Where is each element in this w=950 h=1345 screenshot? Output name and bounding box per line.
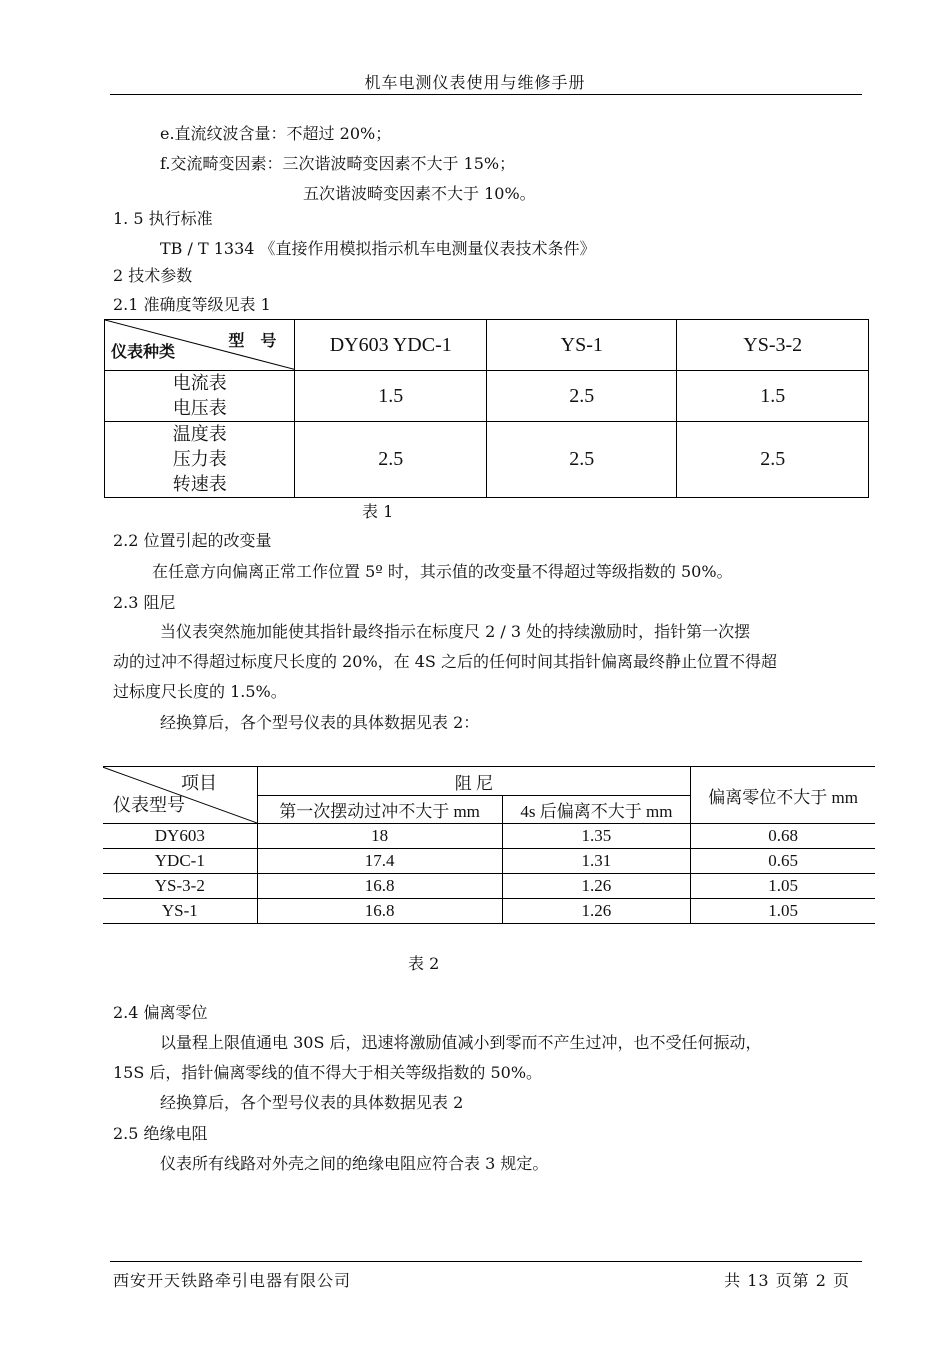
para-2-4-line3: 经换算后，各个型号仪表的具体数据见表 2 xyxy=(160,1093,464,1112)
table1-row-types xyxy=(105,422,295,498)
para-2-5: 仪表所有线路对外壳之间的绝缘电阻应符合表 3 规定。 xyxy=(160,1154,549,1173)
line-f: f.交流畸变因素：三次谐波畸变因素不大于 15%； xyxy=(160,154,516,173)
table-cell: 1.5 xyxy=(677,371,869,422)
table-cell: 1.26 xyxy=(502,874,691,899)
section-1-5: 1. 5 执行标准 xyxy=(113,209,213,228)
table-row xyxy=(103,824,875,849)
table-row xyxy=(105,371,869,422)
table2-caption: 表 2 xyxy=(408,954,440,973)
table1-corner-top: 型 号 xyxy=(228,333,283,350)
line-e: e.直流纹波含量：不超过 20%； xyxy=(160,124,392,143)
table-cell: 1.05 xyxy=(691,874,875,899)
table2-sub-header: 第一次摆动过冲不大于 mm xyxy=(257,796,502,824)
table1-col-header: YS-3-2 xyxy=(677,320,869,371)
table-cell: 2.5 xyxy=(487,371,677,422)
table-cell: 0.65 xyxy=(691,849,875,874)
section-2-1: 2.1 准确度等级见表 1 xyxy=(113,295,271,314)
page-header-title: 机车电测仪表使用与维修手册 xyxy=(364,73,586,92)
para-2-3-line4: 经换算后，各个型号仪表的具体数据见表 2： xyxy=(160,713,480,732)
table2-corner xyxy=(103,767,257,824)
footer-page-number: 共 13 页第 2 页 xyxy=(724,1271,850,1290)
table2-sub-header: 4s 后偏离不大于 mm xyxy=(502,796,691,824)
section-2: 2 技术参数 xyxy=(113,266,193,285)
type-label: 电压表 xyxy=(172,398,227,418)
table-cell: 1.5 xyxy=(295,371,487,422)
type-label: 电流表 xyxy=(172,373,227,393)
table1-row-types xyxy=(105,371,295,422)
table-cell: 17.4 xyxy=(257,849,502,874)
para-2-4-line1: 以量程上限值通电 30S 后，迅速将激励值减小到零而不产生过冲，也不受任何振动， xyxy=(160,1033,762,1052)
section-2-2: 2.2 位置引起的改变量 xyxy=(113,531,272,550)
table-cell: 2.5 xyxy=(677,422,869,498)
table-row xyxy=(103,899,875,924)
para-2-4-line2: 15S 后，指针偏离零线的值不得大于相关等级指数的 50%。 xyxy=(113,1063,543,1082)
header-rule xyxy=(110,94,862,95)
line-f2: 五次谐波畸变因素不大于 10%。 xyxy=(303,184,536,203)
accuracy-table xyxy=(104,319,869,498)
table-cell: 1.05 xyxy=(691,899,875,924)
para-2-3-line1: 当仪表突然施加能使其指针最终指示在标度尺 2 / 3 处的持续激励时，指针第一次摆 xyxy=(160,622,751,641)
table2-col-header: 偏离零位不大于 mm xyxy=(691,767,875,824)
table1-caption: 表 1 xyxy=(362,502,394,521)
table2-group-header: 阻 尼 xyxy=(257,767,691,796)
table-cell: 0.68 xyxy=(691,824,875,849)
section-2-3: 2.3 阻尼 xyxy=(113,593,176,612)
section-2-5: 2.5 绝缘电阻 xyxy=(113,1124,208,1143)
table-cell: 2.5 xyxy=(487,422,677,498)
table-row xyxy=(103,874,875,899)
para-2-3-line3: 过标度尺长度的 1.5%。 xyxy=(113,682,287,701)
table2-corner-top: 项目 xyxy=(181,773,217,793)
table-cell: DY603 xyxy=(103,824,257,849)
table1-col-header: DY603 YDC-1 xyxy=(295,320,487,371)
type-label: 温度表 xyxy=(172,424,227,444)
table-cell: YS-1 xyxy=(103,899,257,924)
table-row xyxy=(103,849,875,874)
para-2-3-line2: 动的过冲不得超过标度尺长度的 20%，在 4S 之后的任何时间其指针偏离最终静止位置不得超 xyxy=(113,652,777,671)
table-cell: YDC-1 xyxy=(103,849,257,874)
table1-col-header: YS-1 xyxy=(487,320,677,371)
type-label: 压力表 xyxy=(172,449,227,469)
footer-company: 西安开天铁路牵引电器有限公司 xyxy=(113,1271,352,1290)
table-cell: 18 xyxy=(257,824,502,849)
para-2-2: 在任意方向偏离正常工作位置 5º 时，其示值的改变量不得超过等级指数的 50%。 xyxy=(152,562,733,581)
table-cell: 1.31 xyxy=(502,849,691,874)
table-row xyxy=(105,422,869,498)
table-cell: YS-3-2 xyxy=(103,874,257,899)
table-cell: 16.8 xyxy=(257,899,502,924)
type-label: 转速表 xyxy=(172,474,227,494)
table1-corner-bottom: 仪表种类 xyxy=(111,344,176,361)
section-2-4: 2.4 偏离零位 xyxy=(113,1003,208,1022)
table2-corner-bottom: 仪表型号 xyxy=(113,795,185,815)
table-cell: 2.5 xyxy=(295,422,487,498)
table1-corner xyxy=(105,320,295,371)
table-cell: 1.35 xyxy=(502,824,691,849)
damping-table xyxy=(103,766,875,924)
table-cell: 16.8 xyxy=(257,874,502,899)
footer-rule xyxy=(110,1261,862,1262)
standard-line: TB / T 1334 《直接作用模拟指示机车电测量仪表技术条件》 xyxy=(160,239,596,258)
table-cell: 1.26 xyxy=(502,899,691,924)
